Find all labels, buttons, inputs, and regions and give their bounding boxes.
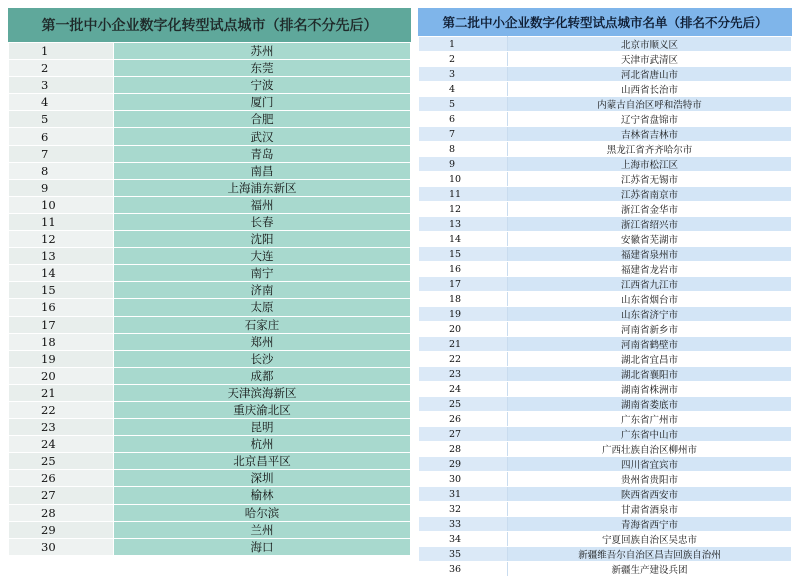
table-row: [9, 453, 411, 470]
city-name: 合肥: [114, 111, 411, 128]
row-number: 34: [419, 532, 508, 547]
row-number: 8: [9, 162, 114, 179]
table-row: [419, 397, 792, 412]
table-row: [419, 562, 792, 577]
row-number: 27: [419, 427, 508, 442]
city-name: 贵州省贵阳市: [508, 472, 792, 487]
city-name: 榆林: [114, 487, 411, 504]
city-name: 湖南省株洲市: [508, 382, 792, 397]
table-row: [419, 337, 792, 352]
city-name: 青海省西宁市: [508, 517, 792, 532]
city-name: 南昌: [114, 162, 411, 179]
city-name: 甘肃省酒泉市: [508, 502, 792, 517]
table-row: [419, 172, 792, 187]
row-number: 11: [9, 213, 114, 230]
table-row: [9, 367, 411, 384]
row-number: 22: [419, 352, 508, 367]
row-number: 12: [9, 231, 114, 248]
city-name: 黑龙江省齐齐哈尔市: [508, 142, 792, 157]
city-name: 厦门: [114, 94, 411, 111]
row-number: 30: [9, 538, 114, 555]
city-name: 福建省龙岩市: [508, 262, 792, 277]
table-row: [9, 299, 411, 316]
city-name: 上海浦东新区: [114, 179, 411, 196]
table-row: [9, 419, 411, 436]
row-number: 14: [419, 232, 508, 247]
city-name: 哈尔滨: [114, 504, 411, 521]
city-name: 河南省新乡市: [508, 322, 792, 337]
table-row: [9, 333, 411, 350]
row-number: 21: [419, 337, 508, 352]
row-number: 1: [9, 43, 114, 60]
table-row: [419, 67, 792, 82]
table-row: [9, 316, 411, 333]
table-row: [9, 162, 411, 179]
city-name: 江苏省无锡市: [508, 172, 792, 187]
table-row: [419, 262, 792, 277]
city-name: 新疆生产建设兵团: [508, 562, 792, 577]
city-name: 太原: [114, 299, 411, 316]
row-number: 16: [419, 262, 508, 277]
row-number: 2: [9, 60, 114, 77]
city-name: 武汉: [114, 128, 411, 145]
table-row: [419, 202, 792, 217]
table-row: [419, 127, 792, 142]
table-row: [419, 217, 792, 232]
table-row: [9, 282, 411, 299]
city-name: 河北省唐山市: [508, 67, 792, 82]
row-number: 3: [419, 67, 508, 82]
city-name: 内蒙古自治区呼和浩特市: [508, 97, 792, 112]
city-name: 湖北省宜昌市: [508, 352, 792, 367]
table-row: [419, 382, 792, 397]
table-row: [9, 436, 411, 453]
table-row: [419, 97, 792, 112]
row-number: 28: [9, 504, 114, 521]
table-row: [9, 43, 411, 60]
city-name: 天津市武清区: [508, 52, 792, 67]
table-row: [419, 37, 792, 52]
row-number: 24: [9, 436, 114, 453]
table-row: [419, 517, 792, 532]
table-row: [9, 521, 411, 538]
row-number: 7: [9, 145, 114, 162]
city-name: 江西省九江市: [508, 277, 792, 292]
city-name: 石家庄: [114, 316, 411, 333]
row-number: 25: [9, 453, 114, 470]
city-name: 北京市顺义区: [508, 37, 792, 52]
row-number: 20: [9, 367, 114, 384]
city-name: 江苏省南京市: [508, 187, 792, 202]
city-name: 广东省中山市: [508, 427, 792, 442]
row-number: 19: [9, 350, 114, 367]
row-number: 25: [419, 397, 508, 412]
table-row: [419, 112, 792, 127]
row-number: 29: [419, 457, 508, 472]
row-number: 1: [419, 37, 508, 52]
city-name: 长春: [114, 213, 411, 230]
row-number: 31: [419, 487, 508, 502]
row-number: 14: [9, 265, 114, 282]
row-number: 8: [419, 142, 508, 157]
table-row: [9, 213, 411, 230]
row-number: 35: [419, 547, 508, 562]
city-name: 宁夏回族自治区吴忠市: [508, 532, 792, 547]
table-row: [419, 232, 792, 247]
city-name: 广东省广州市: [508, 412, 792, 427]
row-number: 5: [419, 97, 508, 112]
city-name: 福建省泉州市: [508, 247, 792, 262]
table-row: [419, 427, 792, 442]
table-row: [9, 179, 411, 196]
table-row: [419, 352, 792, 367]
city-name: 重庆渝北区: [114, 401, 411, 418]
city-name: 湖北省襄阳市: [508, 367, 792, 382]
city-name: 浙江省金华市: [508, 202, 792, 217]
row-number: 21: [9, 384, 114, 401]
row-number: 18: [419, 292, 508, 307]
row-number: 17: [9, 316, 114, 333]
city-name: 山东省济宁市: [508, 307, 792, 322]
row-number: 3: [9, 77, 114, 94]
table-row: [419, 547, 792, 562]
row-number: 2: [419, 52, 508, 67]
city-name: 大连: [114, 248, 411, 265]
first-batch-table: [8, 8, 411, 556]
table-row: [419, 367, 792, 382]
table-row: [419, 307, 792, 322]
row-number: 36: [419, 562, 508, 577]
first-batch-title: 第一批中小企业数字化转型试点城市（排名不分先后）: [8, 8, 411, 42]
row-number: 18: [9, 333, 114, 350]
city-name: 浙江省绍兴市: [508, 217, 792, 232]
city-name: 北京昌平区: [114, 453, 411, 470]
table-row: [9, 77, 411, 94]
first-batch-list: [8, 42, 411, 556]
row-number: 4: [9, 94, 114, 111]
city-name: 济南: [114, 282, 411, 299]
table-row: [419, 82, 792, 97]
city-name: 湖南省娄底市: [508, 397, 792, 412]
row-number: 13: [419, 217, 508, 232]
second-batch-title: 第二批中小企业数字化转型试点城市名单（排名不分先后）: [418, 8, 792, 36]
city-name: 长沙: [114, 350, 411, 367]
table-row: [419, 187, 792, 202]
table-row: [419, 487, 792, 502]
table-row: [419, 442, 792, 457]
table-row: [419, 277, 792, 292]
row-number: 10: [419, 172, 508, 187]
city-name: 东莞: [114, 60, 411, 77]
row-number: 22: [9, 401, 114, 418]
city-name: 山东省烟台市: [508, 292, 792, 307]
row-number: 23: [419, 367, 508, 382]
table-row: [9, 94, 411, 111]
row-number: 15: [419, 247, 508, 262]
table-row: [9, 401, 411, 418]
city-name: 深圳: [114, 470, 411, 487]
city-name: 福州: [114, 196, 411, 213]
city-name: 新疆维吾尔自治区昌吉回族自治州: [508, 547, 792, 562]
row-number: 24: [419, 382, 508, 397]
table-row: [9, 384, 411, 401]
row-number: 9: [419, 157, 508, 172]
row-number: 32: [419, 502, 508, 517]
city-name: 广西壮族自治区柳州市: [508, 442, 792, 457]
table-row: [419, 52, 792, 67]
row-number: 19: [419, 307, 508, 322]
row-number: 30: [419, 472, 508, 487]
table-row: [419, 142, 792, 157]
city-name: 吉林省吉林市: [508, 127, 792, 142]
table-row: [9, 248, 411, 265]
city-name: 天津滨海新区: [114, 384, 411, 401]
row-number: 16: [9, 299, 114, 316]
row-number: 29: [9, 521, 114, 538]
city-name: 海口: [114, 538, 411, 555]
table-row: [9, 196, 411, 213]
table-row: [9, 504, 411, 521]
row-number: 12: [419, 202, 508, 217]
city-name: 郑州: [114, 333, 411, 350]
row-number: 13: [9, 248, 114, 265]
table-row: [419, 157, 792, 172]
city-name: 河南省鹤壁市: [508, 337, 792, 352]
row-number: 28: [419, 442, 508, 457]
city-name: 沈阳: [114, 231, 411, 248]
city-name: 成都: [114, 367, 411, 384]
second-batch-table: [418, 8, 792, 577]
table-row: [419, 292, 792, 307]
table-row: [9, 128, 411, 145]
table-row: [9, 60, 411, 77]
table-row: [419, 532, 792, 547]
city-name: 宁波: [114, 77, 411, 94]
row-number: 26: [419, 412, 508, 427]
row-number: 20: [419, 322, 508, 337]
row-number: 5: [9, 111, 114, 128]
city-name: 昆明: [114, 419, 411, 436]
row-number: 17: [419, 277, 508, 292]
table-row: [419, 322, 792, 337]
city-name: 青岛: [114, 145, 411, 162]
city-name: 安徽省芜湖市: [508, 232, 792, 247]
row-number: 7: [419, 127, 508, 142]
row-number: 6: [419, 112, 508, 127]
table-row: [9, 487, 411, 504]
city-name: 兰州: [114, 521, 411, 538]
row-number: 9: [9, 179, 114, 196]
row-number: 33: [419, 517, 508, 532]
table-row: [419, 502, 792, 517]
table-row: [419, 457, 792, 472]
table-row: [9, 111, 411, 128]
city-name: 陕西省西安市: [508, 487, 792, 502]
table-row: [419, 412, 792, 427]
city-name: 南宁: [114, 265, 411, 282]
city-name: 四川省宜宾市: [508, 457, 792, 472]
row-number: 27: [9, 487, 114, 504]
row-number: 4: [419, 82, 508, 97]
row-number: 10: [9, 196, 114, 213]
city-name: 上海市松江区: [508, 157, 792, 172]
table-row: [9, 265, 411, 282]
second-batch-list: [418, 36, 792, 577]
city-name: 山西省长治市: [508, 82, 792, 97]
table-row: [9, 350, 411, 367]
table-row: [419, 472, 792, 487]
table-row: [9, 231, 411, 248]
row-number: 11: [419, 187, 508, 202]
table-row: [9, 538, 411, 555]
row-number: 23: [9, 419, 114, 436]
table-row: [9, 470, 411, 487]
city-name: 辽宁省盘锦市: [508, 112, 792, 127]
table-row: [9, 145, 411, 162]
city-name: 杭州: [114, 436, 411, 453]
row-number: 26: [9, 470, 114, 487]
table-row: [419, 247, 792, 262]
row-number: 6: [9, 128, 114, 145]
city-name: 苏州: [114, 43, 411, 60]
row-number: 15: [9, 282, 114, 299]
